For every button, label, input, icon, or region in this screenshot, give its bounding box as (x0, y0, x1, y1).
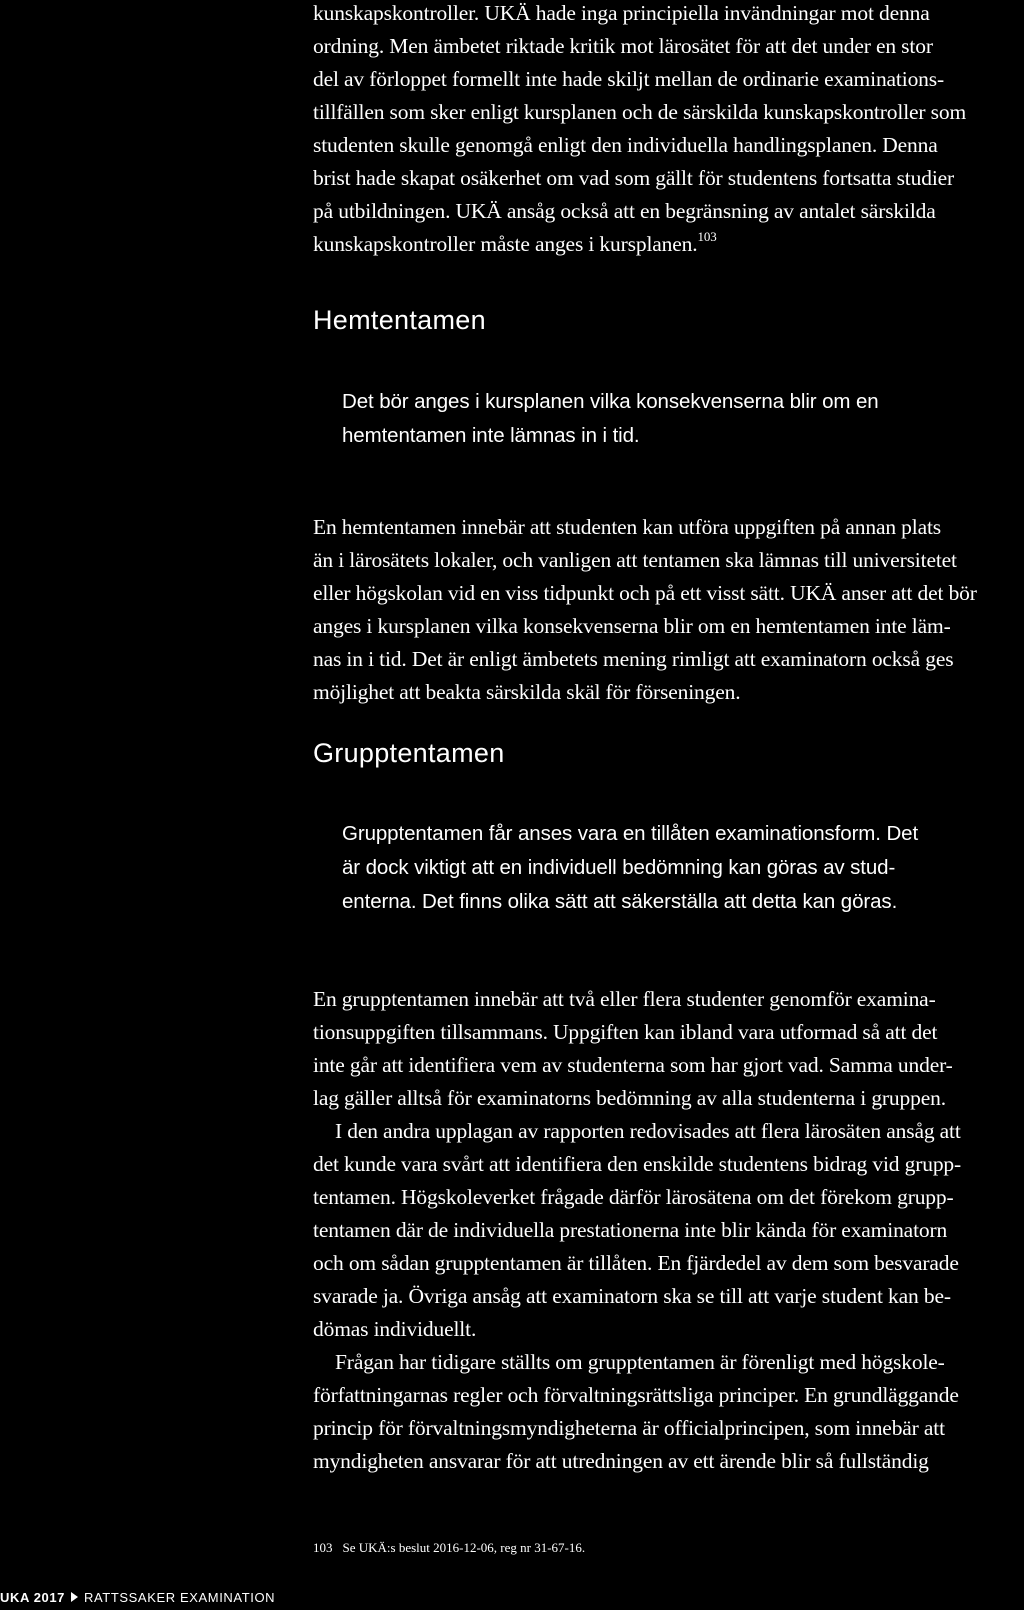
text-line: möjlighet att beakta särskilda skäl för förseningen. (313, 680, 741, 704)
body-paragraph-hemtentamen (313, 511, 993, 709)
text-line: än i lärosätets lokaler, och vanligen att tentamen ska lämnas till universitetet (313, 548, 957, 572)
callout-line: Grupptentamen får anses vara en tillåten examinationsform. Det (342, 822, 919, 845)
callout-line: är dock viktigt att en individuell bedömning kan göras av stud- (342, 856, 896, 879)
text-line: anges i kursplanen vilka konsekvenserna blir om en hemtentamen inte läm- (313, 614, 951, 638)
text-line: En hemtentamen innebär att studenten kan utföra uppgiften på annan plats (313, 515, 942, 539)
footnote-reference[interactable]: 103 (697, 228, 717, 244)
text-line: En grupptentamen innebär att två eller flera studenter genomför examina- (313, 987, 936, 1011)
text-line: eller högskolan vid en viss tidpunkt och på ett visst sätt. UKÄ anser att det bör (313, 581, 977, 605)
body-paragraph-grupptentamen-3 (313, 1346, 993, 1478)
text-line: del av förloppet formellt inte hade skiljt mellan de ordinarie examinations- (313, 67, 945, 91)
text-line: tentamen. Högskoleverket frågade därför lärosätena om det förekom grupp- (313, 1185, 954, 1209)
text-line: tentamen där de individuella prestationerna inte blir kända för examinatorn (313, 1218, 948, 1242)
text-line: brist hade skapat osäkerhet om vad som gällt för studentens fortsatta studier (313, 166, 955, 190)
running-footer (0, 1590, 275, 1606)
text-line: studenten skulle genomgå enligt den individuella handlingsplanen. Denna (313, 133, 938, 157)
text-line: det kunde vara svårt att identifiera den enskilde studentens bidrag vid grupp- (313, 1152, 962, 1176)
footer-publication: UKA 2017 (0, 1590, 66, 1605)
callout-line: hemtentamen inte lämnas in i tid. (342, 424, 640, 447)
text-line-with-footnote (313, 228, 993, 261)
body-paragraph-grupptentamen-1 (313, 983, 993, 1115)
text-line: ordning. Men ämbetet riktade kritik mot lärosätet för att det under en stor (313, 34, 933, 58)
intro-paragraph (313, 0, 993, 261)
text-line: på utbildningen. UKÄ ansåg också att en begränsning av antalet särskilda (313, 199, 936, 223)
text-line: princip för förvaltningsmyndigheterna är officialprincipen, som innebär att (313, 1416, 945, 1440)
footnote-number: 103 (313, 1540, 333, 1555)
footnote-text: Se UKÄ:s beslut 2016-12-06, reg nr 31-67-16. (342, 1540, 586, 1555)
text-line: I den andra upplagan av rapporten redovisades att flera lärosäten ansåg att (335, 1119, 961, 1143)
triangle-right-icon (71, 1592, 78, 1602)
text-line: kunskapskontroller. UKÄ hade inga principiella invändningar mot denna (313, 1, 930, 25)
callout-line: Det bör anges i kursplanen vilka konsekvenserna blir om en (342, 390, 879, 413)
text-line: tionsuppgiften tillsammans. Uppgiften kan ibland vara utformad så att det (313, 1020, 938, 1044)
text-line: dömas individuellt. (313, 1317, 477, 1341)
text-line: inte går att identifiera vem av studenterna som har gjort vad. Samma under- (313, 1053, 953, 1077)
body-paragraph-grupptentamen-2 (313, 1115, 993, 1346)
text-line: författningarnas regler och förvaltningsrättsliga principer. En grundläggande (313, 1383, 959, 1407)
footnote (313, 1539, 585, 1557)
section-heading-grupptentamen: Grupptentamen (313, 738, 505, 768)
footer-title: RATTSSAKER EXAMINATION (84, 1590, 276, 1605)
section-heading-hemtentamen: Hemtentamen (313, 305, 486, 335)
text-line: lag gäller alltså för examinatorns bedömning av alla studenterna i gruppen. (313, 1086, 946, 1110)
text-line: tillfällen som sker enligt kursplanen och de särskilda kunskapskontroller som (313, 100, 967, 124)
text-line: kunskapskontroller måste anges i kursplanen. (313, 232, 698, 256)
text-line: svarade ja. Övriga ansåg att examinatorn ska se till att varje student kan be- (313, 1284, 951, 1308)
callout-grupptentamen (342, 817, 982, 919)
callout-hemtentamen (342, 385, 982, 453)
callout-line: enterna. Det finns olika sätt att säkerställa att detta kan göras. (342, 890, 898, 913)
text-line: myndigheten ansvarar för att utredningen av ett ärende blir så fullständig (313, 1449, 929, 1473)
text-line: och om sådan grupptentamen är tillåten. En fjärdedel av dem som besvarade (313, 1251, 959, 1275)
text-line: Frågan har tidigare ställts om grupptentamen är förenligt med högskole- (335, 1350, 945, 1374)
text-line: nas in i tid. Det är enligt ämbetets mening rimligt att examinatorn också ges (313, 647, 954, 671)
